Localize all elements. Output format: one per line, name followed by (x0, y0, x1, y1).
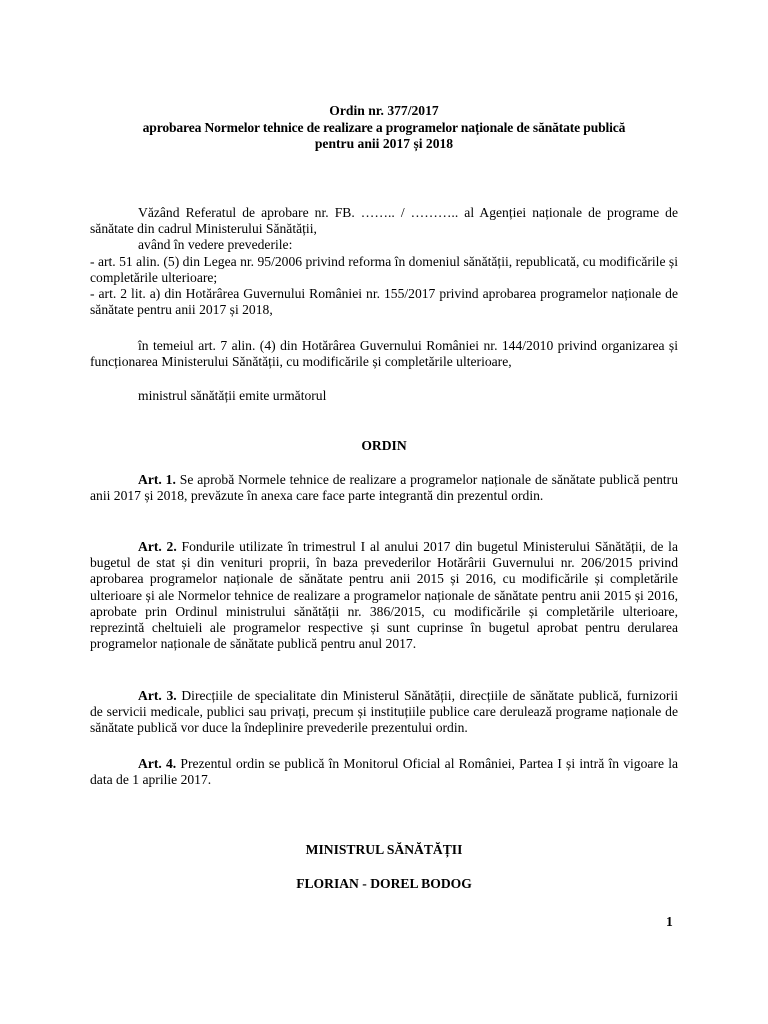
preamble-hg-reference: - art. 2 lit. a) din Hotărârea Guvernului României nr. 155/2017 privind aprobarea programelor naționale de sănătate pentru anii 2017 și 2018, (90, 286, 678, 318)
article-2-label: Art. 2. (138, 539, 177, 554)
article-2 (90, 539, 678, 652)
article-1-text: Se aprobă Normele tehnice de realizare a programelor naționale de sănătate publică pentru anii 2017 și 2018, prevăzute în anexa care face parte integrantă din prezentul ordin. (90, 472, 678, 504)
preamble (90, 205, 678, 318)
minister-issues (90, 388, 678, 404)
preamble-having-regard: având în vedere prevederile: (138, 237, 293, 253)
page-number: 1 (666, 914, 673, 929)
article-4 (90, 756, 678, 788)
order-title: Ordin nr. 377/2017 (329, 103, 439, 118)
article-1 (90, 472, 678, 504)
article-1-label: Art. 1. (138, 472, 176, 487)
signature-role: MINISTRUL SĂNĂTĂȚII (305, 842, 463, 857)
article-3 (90, 688, 678, 737)
ordin-heading: ORDIN (361, 438, 407, 453)
legal-basis-text: în temeiul art. 7 alin. (4) din Hotărârea Guvernului României nr. 144/2010 privind organizarea și funcționarea Ministerului Sănătății, cu modificările și completările ulterioare, (90, 338, 678, 370)
article-3-label: Art. 3. (138, 688, 177, 703)
signature-name: FLORIAN - DOREL BODOG (296, 876, 472, 891)
legal-basis (90, 338, 678, 370)
preamble-referat: Văzând Referatul de aprobare nr. FB. …….. / ……….. al Agenției naționale de programe de sănătate din cadrul Ministerului Sănătății, (90, 205, 678, 237)
order-subtitle-line1: aprobarea Normelor tehnice de realizare a programelor naționale de sănătate publică (142, 120, 626, 135)
article-2-text: Fondurile utilizate în trimestrul I al anului 2017 din bugetul Ministerului Sănătății, de la bugetul de stat și din venituri proprii, în baza prevederilor Hotărârii Guvernului nr. 206/2015 privind aprobarea programelor naționale de sănătate pentru anii 2015 și 2016, cu modificările și completările ulterioare și ale Normelor tehnice de realizare a programelor naționale de sănătate pentru anii 2015 și 2016, aprobate prin Ordinul ministrului sănătății nr. 386/2015, cu modificările și completările ulterioare, reprezintă cheltuieli ale programelor respective și sunt cuprinse în bugetul aprobat pentru derularea programelor naționale de sănătate publică pentru anul 2017. (90, 539, 678, 652)
article-4-label: Art. 4. (138, 756, 177, 771)
preamble-law-reference: - art. 51 alin. (5) din Legea nr. 95/2006 privind reforma în domeniul sănătății, republicată, cu modificările și completările ulterioare; (90, 253, 678, 285)
minister-issues-text: ministrul sănătății emite următorul (138, 388, 327, 403)
article-4-text: Prezentul ordin se publică în Monitorul Oficial al României, Partea I și intră în vigoare la data de 1 aprilie 2017. (90, 756, 679, 788)
article-3-text: Direcțiile de specialitate din Ministerul Sănătății, direcțiile de sănătate publică, furnizorii de servicii medicale, publici sau privați, precum și instituțiile publice care derulează programe naționale de sănătate publică vor duce la îndeplinire prevederile prezentului ordin. (90, 688, 679, 736)
order-subtitle-line2: pentru anii 2017 și 2018 (314, 136, 454, 151)
